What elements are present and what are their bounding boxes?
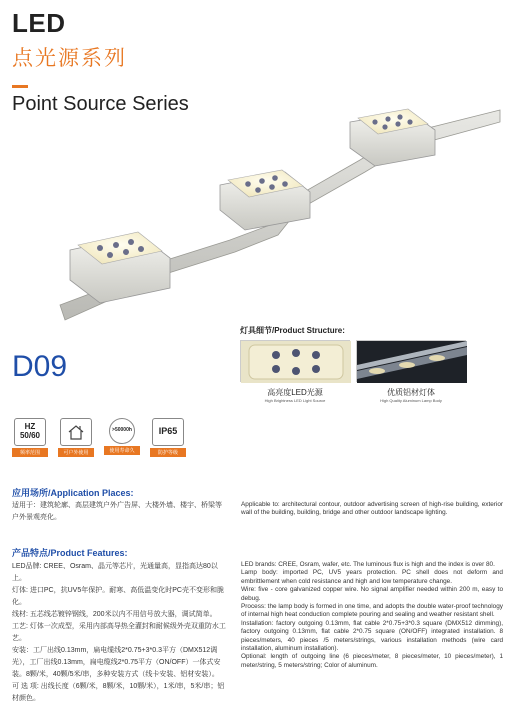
feature-en-item: Process: the lamp body is formed in one time, and adopts the double water-proof technology of internal high heat conduction complete pouring and sealing and weather resistant shell. (241, 603, 503, 619)
product-structure-title: 灯具细节/Product Structure: (240, 326, 345, 335)
application-title: 应用场所/Application Places: (12, 488, 134, 498)
features-text-cn (12, 561, 227, 705)
badge-label: 使用寿命久 (104, 446, 140, 455)
feature-cn-item: 线材: 五芯线芯镀锌钢线，200米以内不用信号放大器，调试简单。 (12, 611, 217, 618)
ip-icon: IP65 (152, 418, 184, 446)
spec-badges (12, 418, 186, 457)
led-module-right (350, 109, 435, 166)
product-hero-illustration (60, 100, 500, 325)
badge-label: 可户外使用 (58, 448, 94, 457)
house-icon (60, 418, 92, 446)
accent-dash (12, 85, 28, 88)
feature-en-item: Wire: five - core galvanized copper wire. No signal amplifier needed within 200 m, easy to debug. (241, 586, 503, 602)
application-text-en: Applicable to: architectural contour, outdoor advertising screen of high-rise building, exterior wall of the building, building, bridge and other outdoor landscape lighting. (241, 501, 503, 517)
features-text-en (241, 561, 503, 670)
badge-outdoor (58, 418, 94, 457)
title-chinese: 点光源系列 (12, 47, 127, 70)
feature-en-item: Installation: factory outgoing 0.13mm, flat cable 2*0.75+3*0.3 square (DMX512 dimming), factory outgoing 0.13mm, flat cable 2*0.75 square (ON/OFF) integrated installation. 8 pieces/meters, 40 pieces /5 meters/strings, various installation methods (wire card installation, aluminum installation). (241, 619, 503, 653)
title-english: Point Source Series (12, 93, 189, 115)
feature-cn-item: LED品牌: CREE、Osram、晶元等芯片，光通量高，显指高达80以上。 (12, 563, 218, 582)
feature-en-item: Optional: length of outgoing line (6 pieces/meter, 8 pieces/meter, 10 pieces/meter), 1 meter/string, 5 meters/string; Color of aluminum. (241, 653, 503, 669)
led-module-middle (220, 170, 310, 230)
badge-frequency (12, 418, 48, 457)
title-led: LED (12, 8, 66, 38)
structure-caption-cn-1: 高亮度LED光源 (267, 388, 323, 397)
led-source-closeup-image (240, 340, 350, 382)
feature-cn-item: 灯体: 进口PC，抗UV5年保护。耐寒、高低温变化时PC壳不变形和脆化。 (12, 587, 224, 606)
aluminum-body-closeup-image (356, 340, 466, 382)
structure-caption-cn-2: 优质铝材灯体 (387, 388, 435, 397)
feature-cn-item: 安装：工厂出线0.13mm，扁电缆线2*0.75+3*0.3平方（DMX512调光），工厂出线0.13mm，扁电缆线2*0.75平方（ON/OFF）一体式安装。8颗/米，40颗/5米/串，多种安装方式（线卡安装、铝材安装）。 (12, 647, 221, 678)
structure-caption-en-2: High Quality Aluminum Lamp Body (380, 398, 442, 403)
application-text-cn: 适用于：建筑轮廓、高层建筑户外广告屏、大楼外墙、楼宇、桥梁等户外景观亮化。 (12, 502, 222, 521)
lifespan-icon: >50000h (109, 418, 135, 444)
feature-cn-item: 工艺: 灯体一次成型，采用内部高导热全灌封和耐候级外壳双重防水工艺。 (12, 623, 226, 642)
model-number: D09 (12, 350, 68, 383)
features-title: 产品特点/Product Features: (12, 548, 128, 558)
feature-en-item: Lamp body: imported PC, UV5 years protection. PC shell does not deform and embrittlement when cold resistance and high and low temperature change. (241, 569, 503, 585)
frequency-icon: HZ 50/60 (14, 418, 46, 446)
badge-label: 防护等级 (150, 448, 186, 457)
badge-label: 频率范围 (12, 448, 48, 457)
feature-en-item: LED brands: CREE, Osram, wafer, etc. The luminous flux is high and the index is over 80. (241, 561, 495, 568)
led-module-left (70, 232, 170, 303)
badge-lifespan (104, 418, 140, 457)
badge-ip (150, 418, 186, 457)
structure-caption-en-1: High Brightness LED Light Source (264, 398, 326, 403)
feature-cn-item: 可 选 项: 出线长度（6颗/米，8颗/米，10颗/米），1米/串，5米/串；铝材颜色。 (12, 683, 225, 702)
